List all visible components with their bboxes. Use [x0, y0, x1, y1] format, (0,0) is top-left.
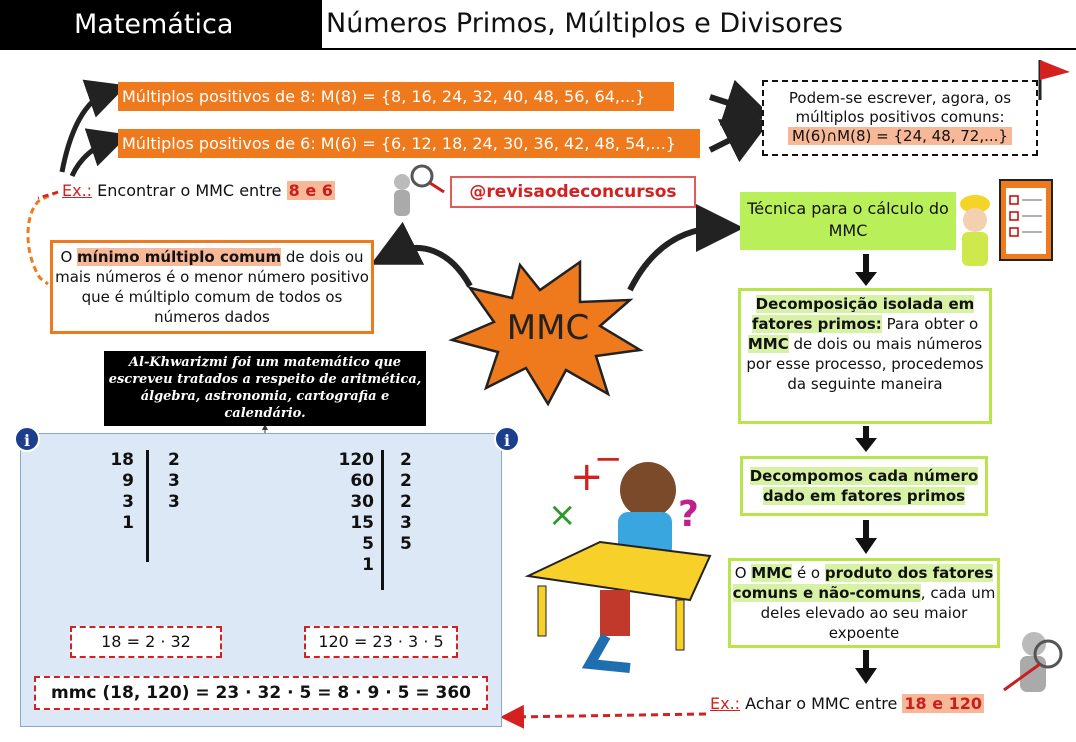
factor-number: 60 — [350, 471, 374, 491]
prime-factor: 2 — [168, 450, 180, 470]
magnifier-figure-icon-2 — [1004, 632, 1061, 692]
example-1 — [62, 181, 335, 200]
factor-number: 5 — [362, 534, 374, 554]
factor-number: 1 — [362, 555, 374, 575]
common-multiples-box — [762, 80, 1038, 156]
common-line-2: múltiplos positivos comuns: — [795, 108, 1005, 126]
svg-text:×: × — [548, 495, 577, 535]
arrow-mmc-tech — [630, 228, 720, 290]
multiples-of-8-bar: Múltiplos positivos de 8: M(8) = {8, 16, 24, 32, 40, 48, 56, 64,...} — [118, 82, 674, 111]
example-2-label: Ex.: — [710, 694, 741, 713]
example-2-text: Achar o MMC entre — [740, 694, 903, 713]
svg-text:−: − — [594, 439, 623, 479]
multiples-of-6-bar: Múltiplos positivos de 6: M(6) = {6, 12, 18, 24, 30, 36, 42, 48, 54,...} — [118, 129, 700, 158]
info-icon: i — [14, 426, 40, 452]
prime-factor: 2 — [400, 471, 412, 491]
mmc-result: mmc (18, 120) = 23 · 32 · 5 = 8 · 9 · 5 = 360 — [34, 676, 488, 710]
factor-18-numbers — [106, 450, 134, 534]
mmc-center-label: MMC — [506, 308, 590, 348]
factor-number: 15 — [350, 513, 374, 533]
prime-factor: 3 — [168, 471, 180, 491]
arrow-mmc-def — [392, 248, 470, 286]
confused-student-icon — [528, 439, 710, 668]
step-1-mmc: MMC — [747, 335, 789, 353]
step-1-box — [738, 288, 992, 424]
example-2 — [710, 694, 984, 713]
factor-number: 18 — [110, 450, 134, 470]
technique-box: Técnica para o cálculo do MMC — [740, 192, 956, 250]
factor-number: 9 — [122, 471, 134, 491]
subject-title: Matemática — [0, 0, 322, 50]
common-line-1: Podem-se escrever, agora, os — [788, 89, 1012, 107]
definition-pre: O — [60, 248, 78, 266]
prime-factor: 2 — [400, 492, 412, 512]
step-1-bold: Decomposição isolada em fatores primos: — [751, 295, 975, 333]
factorization-120: 120 = 23 · 3 · 5 — [304, 626, 458, 658]
page-title: Números Primos, Múltiplos e Divisores — [326, 8, 843, 39]
arrow-m6-common — [710, 130, 750, 150]
definition-box — [50, 240, 374, 334]
step-1-rest: Para obter o — [881, 315, 979, 333]
definition-highlight: mínimo múltiplo comum — [77, 248, 282, 266]
factor-18-primes — [168, 450, 188, 513]
step-3-mmc: MMC — [751, 564, 793, 582]
worker-checklist-icon — [960, 180, 1052, 266]
factorization-18: 18 = 2 · 32 — [70, 626, 222, 658]
definition-post: de dois ou mais números é o menor número positivo que é múltiplo comum de todos os números dados — [55, 248, 369, 326]
step-1-rest-2: de dois ou mais números por esse processo, procedemos da seguinte maneira — [746, 335, 984, 393]
arrow-m8-common — [710, 97, 750, 110]
prime-factor: 5 — [400, 534, 412, 554]
alkhwarizmi-caption: Al-Khwarizmi foi um matemático que escreveu tratados a respeito de aritmética, álgebra, astronomia, cartografia e calendário. — [104, 351, 426, 426]
prime-factor: 2 — [400, 450, 412, 470]
info-icon: i — [494, 426, 520, 452]
prime-factor: 3 — [400, 513, 412, 533]
example-1-label: Ex.: — [62, 181, 93, 200]
step-3-mid: é o — [792, 564, 825, 582]
step-3-pre: O — [734, 564, 752, 582]
factor-number: 3 — [122, 492, 134, 512]
factor-120-primes — [400, 450, 420, 555]
example-2-numbers: 18 e 120 — [904, 694, 983, 713]
step-3-post: , cada um deles elevado ao seu maior expoente — [760, 584, 996, 642]
magnifier-figure-icon — [394, 166, 444, 216]
example-1-text: Encontrar o MMC entre — [92, 181, 287, 200]
social-handle: @revisaodeconcursos — [450, 176, 696, 208]
ex2-dashed-link — [512, 714, 706, 717]
step-3-box — [728, 558, 1000, 648]
arrow-to-m6 — [72, 141, 110, 176]
common-formula: M(6)∩M(8) = {24, 48, 72,...} — [788, 127, 1012, 145]
factor-divider — [381, 450, 384, 590]
flag-icon — [1040, 60, 1070, 100]
example-1-numbers: 8 e 6 — [288, 181, 333, 200]
step-2-box — [740, 456, 988, 516]
prime-factor: 3 — [168, 492, 180, 512]
factor-number: 120 — [338, 450, 374, 470]
factor-divider — [146, 450, 149, 562]
factor-number: 1 — [122, 513, 134, 533]
factor-number: 30 — [350, 492, 374, 512]
svg-text:+: + — [570, 454, 604, 500]
step-3-bold: produto dos fatores comuns e não-comuns — [732, 564, 994, 602]
factor-120-numbers — [328, 450, 374, 576]
svg-text:?: ? — [678, 494, 699, 535]
step-2-text: Decompomos cada número dado em fatores primos — [749, 467, 979, 505]
